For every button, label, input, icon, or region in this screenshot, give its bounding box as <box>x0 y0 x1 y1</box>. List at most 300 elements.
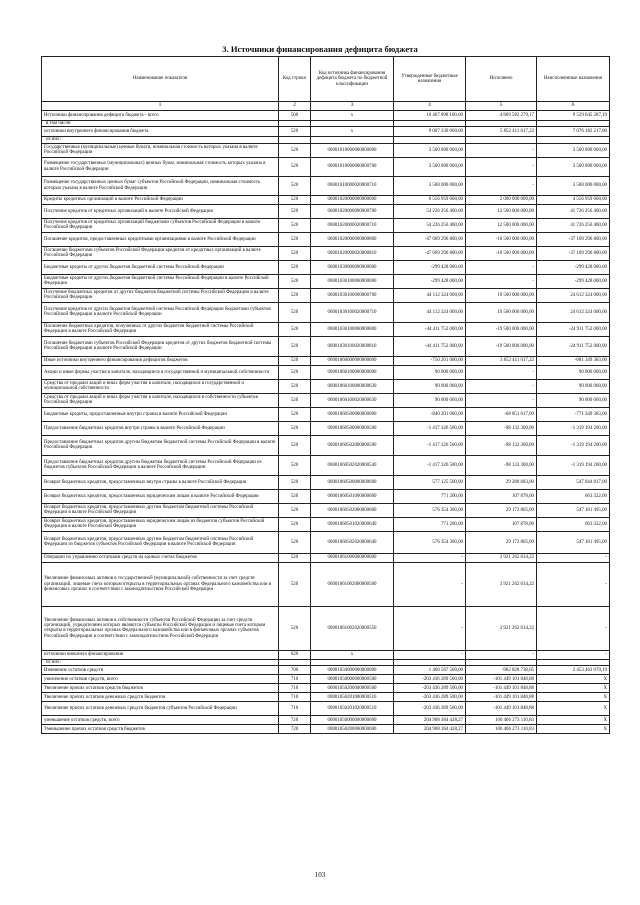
table-row <box>42 302 610 322</box>
row-unexecuted-cell: - <box>537 650 610 659</box>
row-approved-cell: -47 669 296 800,00 <box>394 232 466 246</box>
row-source-code-cell: 00001050000000000500 <box>311 675 394 684</box>
row-unexecuted-cell: 41 726 256 400,00 <box>537 218 610 232</box>
row-source-code-cell: x <box>311 111 394 121</box>
row-source-code-cell: 00001050000000000600 <box>311 716 394 725</box>
row-approved-cell: -299 428 000,00 <box>394 274 466 288</box>
row-approved-cell: -1 417 326 500,00 <box>394 421 466 435</box>
row-source-code-cell: 00001060100000000000 <box>311 365 394 379</box>
row-line-code-cell: 700 <box>279 666 311 675</box>
row-line-code-cell: 720 <box>279 716 311 725</box>
row-unexecuted-cell: - <box>537 553 610 562</box>
row-line-code-cell: 520 <box>279 143 311 157</box>
row-unexecuted-cell: 663 322,00 <box>537 489 610 503</box>
row-name-cell: Иные источники внутреннего финансирования дефицитов бюджетов <box>42 356 279 365</box>
row-approved-cell: 44 112 324 000,00 <box>394 302 466 322</box>
row-source-code-cell: 00001061002000000500 <box>311 562 394 606</box>
row-unexecuted-cell: -24 911 752 000,00 <box>537 336 610 356</box>
row-source-code-cell: 00001050201000000510 <box>311 693 394 702</box>
row-unexecuted-cell: -1 319 194 200,00 <box>537 421 610 435</box>
row-unexecuted-cell: 90 000 000,00 <box>537 393 610 407</box>
row-approved-cell: 577 125 500,00 <box>394 475 466 489</box>
row-name-cell: Получение бюджетных кредитов от других бюджетов бюджетной системы Российской Федерации в валюте Российской Федерации <box>42 288 279 302</box>
row-executed-cell: -19 500 000 000,00 <box>466 336 537 356</box>
table-row <box>42 274 610 288</box>
row-approved-cell: 204 908 364 428,27 <box>394 725 466 734</box>
row-name-cell: источники внутреннего финансирования бюджета <box>42 127 279 137</box>
row-name-cell: Операции по управлению остатками средств на единых счетах бюджетов <box>42 553 279 562</box>
row-line-code-cell: 520 <box>279 204 311 218</box>
header-line-code: Код строки <box>279 57 311 102</box>
table-row <box>42 716 610 725</box>
row-name-cell: Предоставление бюджетных кредитов внутри страны в валюте Российской Федерации <box>42 421 279 435</box>
row-source-code-cell: 00001060500000000500 <box>311 421 394 435</box>
row-approved-cell: 204 908 364 428,27 <box>394 716 466 725</box>
row-name-cell: Получение кредитов от других бюджетов бюджетной системы Российской Федерации бюджетами субъектов Российской Федерации в валюте Российской Федерации <box>42 302 279 322</box>
row-approved-cell: -1 417 326 500,00 <box>394 455 466 475</box>
row-unexecuted-cell: 3 500 000 000,00 <box>537 143 610 157</box>
row-source-code-cell: 00001061000000000000 <box>311 553 394 562</box>
row-name-cell: Акции и иные формы участия в капитале, находящиеся в государственной и муниципальной собственности <box>42 365 279 379</box>
table-row <box>42 455 610 475</box>
row-executed-cell: 3 852 411 017,22 <box>466 356 537 365</box>
row-source-code-cell: 00001060501020000640 <box>311 517 394 531</box>
row-source-code-cell: 00001050200000000500 <box>311 684 394 693</box>
row-line-code-cell: 520 <box>279 218 311 232</box>
row-executed-cell: 2 000 000 000,00 <box>466 195 537 204</box>
row-line-code-cell: 520 <box>279 379 311 393</box>
row-line-code-cell: 520 <box>279 393 311 407</box>
row-approved-cell: 54 226 256 400,00 <box>394 218 466 232</box>
row-name-cell: источники внешнего финансирования <box>42 650 279 659</box>
row-unexecuted-cell: 3 500 000 000,00 <box>537 176 610 195</box>
row-approved-cell: 9 007 330 600,00 <box>394 127 466 137</box>
table-row <box>42 435 610 455</box>
table-row <box>42 195 610 204</box>
table-row <box>42 176 610 195</box>
row-approved-cell: 1 460 567 500,00 <box>394 666 466 675</box>
row-line-code-cell: 720 <box>279 725 311 734</box>
row-source-code-cell: 00001030100000000800 <box>311 322 394 336</box>
table-row <box>42 553 610 562</box>
page-number: 103 <box>314 871 326 879</box>
row-executed-cell: -98 132 300,00 <box>466 421 537 435</box>
row-executed-cell: -98 132 300,00 <box>466 435 537 455</box>
row-line-code-cell: 520 <box>279 435 311 455</box>
row-approved-cell: -203 436 289 500,00 <box>394 702 466 716</box>
row-approved-cell: -299 428 000,00 <box>394 260 466 274</box>
column-number-row <box>42 102 610 111</box>
column-number: 6 <box>537 102 610 111</box>
row-approved-cell: - <box>394 562 466 606</box>
header-unexecuted: Неисполненные назначения <box>537 57 610 102</box>
row-line-code-cell: 520 <box>279 127 311 137</box>
row-unexecuted-cell: 7 076 182 217,00 <box>537 127 610 137</box>
row-approved-cell: 10 467 898 100,00 <box>394 111 466 121</box>
row-unexecuted-cell: -681 349 383,00 <box>537 356 610 365</box>
row-source-code-cell: 00001030100000000000 <box>311 274 394 288</box>
row-name-cell: Государственные (муниципальные) ценные бумаги, номинальная стоимость которых указана в валюте Российской Федерации <box>42 143 279 157</box>
row-name-cell: Возврат бюджетных кредитов, предоставленных юридическим лицам из бюджетов субъектов Российской Федерации в валюте Российской Федерации <box>42 517 279 531</box>
row-unexecuted-cell: - <box>537 562 610 606</box>
row-approved-cell: 90 000 000,00 <box>394 393 466 407</box>
row-source-code-cell: 00001060500000000000 <box>311 407 394 421</box>
table-row <box>42 288 610 302</box>
row-line-code-cell: 520 <box>279 553 311 562</box>
row-executed-cell: -68 851 617,00 <box>466 407 537 421</box>
row-line-code-cell: 520 <box>279 421 311 435</box>
row-source-code-cell: 00001010000020000710 <box>311 176 394 195</box>
row-approved-cell: 90 000 000,00 <box>394 365 466 379</box>
row-source-code-cell: 00001020000000000000 <box>311 195 394 204</box>
row-unexecuted-cell: X <box>537 702 610 716</box>
row-unexecuted-cell: -299 428 000,00 <box>537 274 610 288</box>
row-line-code-cell: 520 <box>279 176 311 195</box>
row-unexecuted-cell: 24 612 324 000,00 <box>537 288 610 302</box>
row-executed-cell: 100 466 273 110,83 <box>466 716 537 725</box>
row-unexecuted-cell: X <box>537 684 610 693</box>
row-name-cell: Получение кредитов от кредитных организаций в валюте Российской Федерации <box>42 204 279 218</box>
row-executed-cell: 3 921 262 634,22 <box>466 553 537 562</box>
row-line-code-cell: 520 <box>279 274 311 288</box>
table-row <box>42 562 610 606</box>
row-source-code-cell: 00001060000000000000 <box>311 356 394 365</box>
row-source-code-cell: x <box>311 127 394 137</box>
row-name-cell: Уменьшение прочих остатков средств бюджетов <box>42 725 279 734</box>
row-approved-cell: -203 436 289 500,00 <box>394 675 466 684</box>
table-row <box>42 379 610 393</box>
row-source-code-cell: 00001060500000000600 <box>311 475 394 489</box>
row-executed-cell: -19 500 000 000,00 <box>466 322 537 336</box>
row-unexecuted-cell: X <box>537 675 610 684</box>
row-name-cell: Бюджетные кредиты, предоставленные внутри страны в валюте Российской Федерации <box>42 407 279 421</box>
row-executed-cell: -98 132 300,00 <box>466 455 537 475</box>
column-number: 1 <box>42 102 279 111</box>
header-indicator-name: Наименование показателя <box>42 57 279 102</box>
row-executed-cell: -101 449 101 848,88 <box>466 675 537 684</box>
table-row <box>42 517 610 531</box>
table-row <box>42 393 610 407</box>
row-source-code-cell: 00001020000000000800 <box>311 232 394 246</box>
row-name-cell: Увеличение прочих остатков денежных средств бюджетов субъектов Российской Федерации <box>42 702 279 716</box>
row-source-code-cell: 00001050201020000510 <box>311 702 394 716</box>
row-name-cell: Кредиты кредитных организаций в валюте Российской Федерации <box>42 195 279 204</box>
row-approved-cell: 6 556 959 600,00 <box>394 195 466 204</box>
row-source-code-cell: 00001010000000000000 <box>311 143 394 157</box>
table-row <box>42 606 610 650</box>
table-row <box>42 675 610 684</box>
row-executed-cell: 3 921 262 634,22 <box>466 606 537 650</box>
row-name-cell: Получение кредитов от кредитных организаций бюджетами субъектов Российской Федерации в валюте Российской Федерации <box>42 218 279 232</box>
row-unexecuted-cell: 90 000 000,00 <box>537 365 610 379</box>
row-line-code-cell: 520 <box>279 246 311 260</box>
row-name-cell: Возврат бюджетных кредитов, предоставленных юридическим лицам в валюте Российской Федерации <box>42 489 279 503</box>
row-unexecuted-cell: - <box>537 606 610 650</box>
row-source-code-cell: 00001030100000000700 <box>311 288 394 302</box>
row-approved-cell: 576 354 300,00 <box>394 531 466 553</box>
row-line-code-cell: 710 <box>279 675 311 684</box>
row-name-cell: Предоставление бюджетных кредитов другим бюджетам бюджетной системы Российской Федерации из бюджетов субъектов Российской Федерации в валюте Российской Федерации <box>42 455 279 475</box>
row-unexecuted-cell: 663 322,00 <box>537 517 610 531</box>
row-name-cell: Погашение кредитов, предоставленных кредитными организациями в валюте Российской Федерации <box>42 232 279 246</box>
table-row <box>42 475 610 489</box>
table-row <box>42 111 610 121</box>
table-row <box>42 218 610 232</box>
row-line-code-cell: 520 <box>279 365 311 379</box>
row-source-code-cell: 00001030100020000710 <box>311 302 394 322</box>
row-name-cell: Погашение бюджетами субъектов Российской Федерации кредитов от других бюджетов бюджетной системы Российской Федерации в валюте Российской Федерации <box>42 336 279 356</box>
table-row <box>42 650 610 659</box>
row-name-cell: Увеличение прочих остатков средств бюджетов <box>42 684 279 693</box>
row-line-code-cell: 520 <box>279 562 311 606</box>
row-name-cell: Возврат бюджетных кредитов, предоставленных другим бюджетам бюджетной системы Российской Федерации из бюджетов субъектов Российской Федерации в валюте Российской Федерации <box>42 531 279 553</box>
row-name-cell: Предоставление бюджетных кредитов другим бюджетам бюджетной системы Российской Федерации в валюте Российской Федерации <box>42 435 279 455</box>
row-source-code-cell: 00001060100020000630 <box>311 393 394 407</box>
row-executed-cell: - <box>466 143 537 157</box>
row-executed-cell: - <box>466 176 537 195</box>
row-approved-cell: 3 500 000 000,00 <box>394 176 466 195</box>
row-unexecuted-cell: -37 169 296 800,00 <box>537 246 610 260</box>
row-unexecuted-cell: 3 500 000 000,00 <box>537 157 610 176</box>
row-executed-cell: - <box>466 260 537 274</box>
row-line-code-cell: 520 <box>279 489 311 503</box>
row-name-cell: Средства от продажи акций и иных форм участия в капитале, находящихся в собственности субъектов Российской Федерации <box>42 393 279 407</box>
row-line-code-cell: 520 <box>279 407 311 421</box>
row-line-code-cell: 620 <box>279 650 311 659</box>
row-approved-cell: 771 200,00 <box>394 517 466 531</box>
header-approved: Утвержденные бюджетные назначения <box>394 57 466 102</box>
table-row <box>42 232 610 246</box>
row-name-cell: Погашение бюджетами субъектов Российской Федерации кредитов от кредитных организаций в валюте Российской Федерации <box>42 246 279 260</box>
row-name-cell: из них: <box>42 659 279 665</box>
row-source-code-cell: x <box>311 650 394 659</box>
table-row <box>42 693 610 702</box>
row-unexecuted-cell: 90 000 000,00 <box>537 379 610 393</box>
row-executed-cell: - <box>466 650 537 659</box>
row-approved-cell: 576 354 300,00 <box>394 503 466 517</box>
row-line-code-cell: 520 <box>279 336 311 356</box>
row-name-cell: Возврат бюджетных кредитов, предоставленных другим бюджетам бюджетной системы Российской Федерации в валюте Российской Федерации <box>42 503 279 517</box>
row-unexecuted-cell: X <box>537 693 610 702</box>
row-approved-cell: - <box>394 650 466 659</box>
table-row <box>42 531 610 553</box>
row-source-code-cell: 00001060502000000600 <box>311 503 394 517</box>
row-unexecuted-cell: 547 181 495,00 <box>537 503 610 517</box>
header-source-code: Код источника финансирования дефицита бюджета по бюджетной классификации <box>311 57 394 102</box>
row-name-cell: из них: <box>42 137 279 143</box>
page-title: 3. Источники финансирования дефицита бюджета <box>222 44 418 54</box>
header-executed: Исполнено <box>466 57 537 102</box>
row-line-code-cell: 520 <box>279 232 311 246</box>
row-line-code-cell: 520 <box>279 475 311 489</box>
row-line-code-cell: 710 <box>279 684 311 693</box>
row-unexecuted-cell: 4 556 959 600,00 <box>537 195 610 204</box>
row-source-code-cell: 00001060100000000630 <box>311 379 394 393</box>
row-executed-cell: 107 878,00 <box>466 517 537 531</box>
row-executed-cell: -10 500 000 000,00 <box>466 232 537 246</box>
table-row <box>42 127 610 137</box>
row-executed-cell: 29 280 683,00 <box>466 475 537 489</box>
row-line-code-cell: 520 <box>279 157 311 176</box>
row-name-cell: Размещение государственных ценных бумаг субъектов Российской Федерации, номинальная стоимость которых указана в валюте Российской Федерации <box>42 176 279 195</box>
row-approved-cell: 771 200,00 <box>394 489 466 503</box>
row-executed-cell: 107 878,00 <box>466 489 537 503</box>
row-unexecuted-cell: -1 319 194 200,00 <box>537 455 610 475</box>
table-row <box>42 157 610 176</box>
row-executed-cell: 5 852 411 017,22 <box>466 127 537 137</box>
row-line-code-cell: 500 <box>279 111 311 121</box>
row-executed-cell: 29 172 805,00 <box>466 531 537 553</box>
row-line-code-cell: 520 <box>279 302 311 322</box>
row-line-code-cell: 520 <box>279 503 311 517</box>
table-row <box>42 336 610 356</box>
row-executed-cell: 4 869 582 279,17 <box>466 111 537 121</box>
row-approved-cell: -47 669 296 800,00 <box>394 246 466 260</box>
row-name-cell: увеличение остатков средств, всего <box>42 675 279 684</box>
row-executed-cell: - <box>466 157 537 176</box>
row-approved-cell: -840 201 000,00 <box>394 407 466 421</box>
column-number: 3 <box>311 102 394 111</box>
row-name-cell: Размещение государственных (муниципальных) ценных бумаг, номинальная стоимость которых указана в валюте Российской Федерации <box>42 157 279 176</box>
sources-table <box>41 56 610 734</box>
row-unexecuted-cell: 547 181 495,00 <box>537 531 610 553</box>
table-row <box>42 702 610 716</box>
row-line-code-cell: 520 <box>279 195 311 204</box>
row-executed-cell: 100 466 273 110,83 <box>466 725 537 734</box>
row-source-code-cell: 00001060502020000540 <box>311 455 394 475</box>
row-executed-cell: 19 500 000 000,00 <box>466 288 537 302</box>
row-approved-cell: 3 500 000 000,00 <box>394 157 466 176</box>
table-row <box>42 246 610 260</box>
table-row <box>42 489 610 503</box>
table-row <box>42 204 610 218</box>
row-approved-cell: 3 500 000 000,00 <box>394 143 466 157</box>
row-line-code-cell: 520 <box>279 260 311 274</box>
row-source-code-cell: 00001020000000000700 <box>311 204 394 218</box>
row-executed-cell: -982 828 738,05 <box>466 666 537 675</box>
row-source-code-cell: 00001010000000000700 <box>311 157 394 176</box>
row-executed-cell: -101 449 101 848,88 <box>466 702 537 716</box>
row-executed-cell: 12 500 000 000,00 <box>466 218 537 232</box>
row-approved-cell: -203 436 289 500,00 <box>394 684 466 693</box>
row-unexecuted-cell: -299 428 000,00 <box>537 260 610 274</box>
row-name-cell: Возврат бюджетных кредитов, предоставленных внутри страны в валюте Российской Федерации <box>42 475 279 489</box>
row-source-code-cell: 00001020000020000710 <box>311 218 394 232</box>
column-number: 2 <box>279 102 311 111</box>
row-executed-cell: -101 449 101 848,88 <box>466 693 537 702</box>
row-line-code-cell: 520 <box>279 322 311 336</box>
table-row <box>42 421 610 435</box>
row-approved-cell: -1 417 326 500,00 <box>394 435 466 455</box>
row-unexecuted-cell: X <box>537 716 610 725</box>
row-executed-cell: 12 500 000 000,00 <box>466 204 537 218</box>
row-line-code-cell: 520 <box>279 288 311 302</box>
row-executed-cell: 29 172 805,00 <box>466 503 537 517</box>
row-name-cell: Бюджетные кредиты от других бюджетов бюджетной системы Российской Федерации в валюте Российской Федерации <box>42 274 279 288</box>
table-row <box>42 143 610 157</box>
row-unexecuted-cell: 24 612 324 000,00 <box>537 302 610 322</box>
row-executed-cell: 19 500 000 000,00 <box>466 302 537 322</box>
row-source-code-cell: 00001060502020000640 <box>311 531 394 553</box>
row-executed-cell: - <box>466 274 537 288</box>
row-line-code-cell: 520 <box>279 455 311 475</box>
row-executed-cell: - <box>466 365 537 379</box>
row-executed-cell: - <box>466 379 537 393</box>
table-row <box>42 365 610 379</box>
row-name-cell: Бюджетные кредиты от других бюджетов бюджетной системы Российской Федерации <box>42 260 279 274</box>
row-approved-cell: 54 226 256 400,00 <box>394 204 466 218</box>
row-unexecuted-cell: -1 319 194 200,00 <box>537 435 610 455</box>
row-name-cell: в том числе: <box>42 121 279 127</box>
table-row <box>42 407 610 421</box>
row-executed-cell: 3 921 262 634,22 <box>466 562 537 606</box>
row-approved-cell: - <box>394 606 466 650</box>
column-number: 4 <box>394 102 466 111</box>
table-row <box>42 725 610 734</box>
row-approved-cell: 44 112 324 000,00 <box>394 288 466 302</box>
row-unexecuted-cell: 41 726 256 400,00 <box>537 204 610 218</box>
row-source-code-cell: 00001050200000000600 <box>311 725 394 734</box>
table-row <box>42 503 610 517</box>
column-number: 5 <box>466 102 537 111</box>
row-source-code-cell: 00001030000000000000 <box>311 260 394 274</box>
row-name-cell: Изменение остатков средств <box>42 666 279 675</box>
row-line-code-cell: 710 <box>279 702 311 716</box>
table-body <box>42 111 610 734</box>
row-line-code-cell: 520 <box>279 531 311 553</box>
row-line-code-cell: 520 <box>279 356 311 365</box>
row-name-cell: уменьшение остатков средств, всего <box>42 716 279 725</box>
row-source-code-cell: 00001061002020000550 <box>311 606 394 650</box>
table-row <box>42 356 610 365</box>
row-approved-cell: - <box>394 553 466 562</box>
row-name-cell: Погашение бюджетных кредитов, полученных от других бюджетов бюджетной системы Российской Федерации в валюте Российской Федерации <box>42 322 279 336</box>
table-row <box>42 322 610 336</box>
row-line-code-cell: 520 <box>279 606 311 650</box>
row-unexecuted-cell: 9 529 645 287,19 <box>537 111 610 121</box>
row-executed-cell: -101 449 101 848,88 <box>466 684 537 693</box>
table-row <box>42 260 610 274</box>
row-source-code-cell: 00001060501000000600 <box>311 489 394 503</box>
row-approved-cell: -750 201 000,00 <box>394 356 466 365</box>
row-name-cell: Источники финансирования дефицита бюджета - всего <box>42 111 279 121</box>
row-name-cell: Увеличение финансовых активов в собственности субъектов Российской Федерации за счет средств организаций, учредителями которых являются субъекты Российской Федерации и лицевые счета которым открыты в территориальных органах Федерального казначейства или в финансовых органах субъектов Российской Федерации в соответствии с законодательством Российской Федерации <box>42 606 279 650</box>
row-unexecuted-cell: -771 349 383,00 <box>537 407 610 421</box>
row-source-code-cell: 00001060502000000500 <box>311 435 394 455</box>
table-row <box>42 684 610 693</box>
row-name-cell: Увеличение финансовых активов в государственной (муниципальной) собственности за счет средств организаций, лицевые счета которым открыты в территориальных органах Федерального казначейства или в финансовых органах в соответствии с законодательством Российской Федерации <box>42 562 279 606</box>
row-executed-cell: -10 500 000 000,00 <box>466 246 537 260</box>
header-row <box>42 57 610 102</box>
row-executed-cell: - <box>466 393 537 407</box>
row-approved-cell: -44 411 752 000,00 <box>394 322 466 336</box>
row-unexecuted-cell: -37 169 296 800,00 <box>537 232 610 246</box>
row-approved-cell: 90 000 000,00 <box>394 379 466 393</box>
table-row <box>42 666 610 675</box>
row-approved-cell: -203 436 289 500,00 <box>394 693 466 702</box>
row-unexecuted-cell: 547 844 817,00 <box>537 475 610 489</box>
row-unexecuted-cell: -24 911 752 000,00 <box>537 322 610 336</box>
row-line-code-cell: 710 <box>279 693 311 702</box>
row-name-cell: Увеличение прочих остатков денежных средств бюджетов <box>42 693 279 702</box>
row-name-cell: Средства от продажи акций и иных форм участия в капитале, находящихся в государственной и муниципальной собственности <box>42 379 279 393</box>
row-unexecuted-cell: X <box>537 725 610 734</box>
row-source-code-cell: 00001050000000000000 <box>311 666 394 675</box>
row-source-code-cell: 00001020000020000810 <box>311 246 394 260</box>
row-source-code-cell: 00001030100020000810 <box>311 336 394 356</box>
row-unexecuted-cell: 2 453 463 070,19 <box>537 666 610 675</box>
row-line-code-cell: 520 <box>279 517 311 531</box>
